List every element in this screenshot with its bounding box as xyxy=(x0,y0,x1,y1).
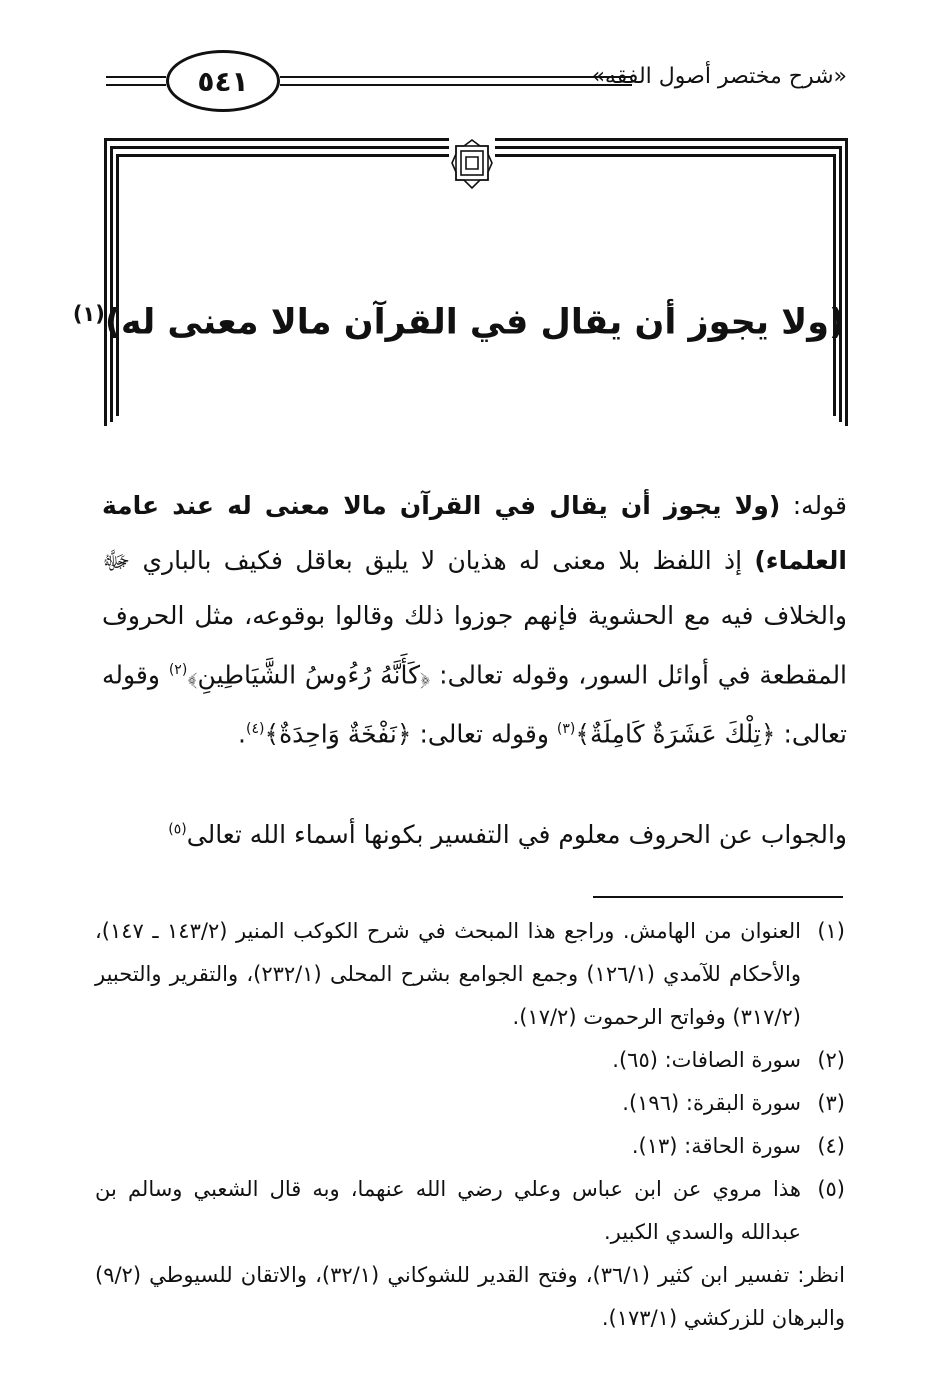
answer-paragraph: والجواب عن الحروف معلوم في التفسير بكونها أسماء الله تعالى$^{(٥)}$ xyxy=(168,820,847,849)
header-rule xyxy=(280,84,632,86)
header-rule xyxy=(280,76,632,78)
header-rule xyxy=(106,76,166,78)
footnote-ref: (٥) xyxy=(168,821,187,838)
footnote-continuation: انظر: تفسير ابن كثير (٣٦/١)، وفتح القدير للشوكاني (٣٢/١)، والاتقان للسيوطي (٩/٢) والبرهان للزركشي (١٧٣/١). xyxy=(95,1263,845,1330)
body-paragraph: قوله: (ولا يجوز أن يقال في القرآن مالا معنى له عند عامة العلماء) إذ اللفظ بلا معنى له هذيان لا يليق بعاقل فكيف بالباري ﷻ والخلاف فيه مع الحشوية فإنهم جوزوا ذلك وقالوا بوقوعه، مثل الحروف المقطعة في أوائل السور، وقوله تعالى: ﴿كَأَنَّهُ رُءُوسُ الشَّيَاطِينِ﴾$^{(٢)}$ وقوله تعالى: ﴿تِلْكَ عَشَرَةٌ كَامِلَةٌ﴾$^{(٣)}$ وقوله تعالى: ﴿نَفْخَةٌ وَاحِدَةٌ﴾$^{(٤)}$. xyxy=(102,491,848,749)
footnote-ref: (٣) xyxy=(556,721,576,738)
footnote-ref: (٤) xyxy=(245,721,265,738)
footnotes xyxy=(95,910,845,1340)
chapter-title: (ولا يجوز أن يقال في القرآن مالا معنى له)$^{(١)}$ xyxy=(72,302,845,343)
running-title: «شرح مختصر أصول الفقه» xyxy=(591,64,847,89)
footnote-item: (٣) سورة البقرة: (١٩٦). xyxy=(622,1091,845,1115)
footnote-item: (٤) سورة الحاقة: (١٣). xyxy=(631,1134,845,1158)
quran-verse: ﴿تِلْكَ عَشَرَةٌ كَامِلَةٌ﴾ xyxy=(575,719,776,749)
header-rule xyxy=(106,84,166,86)
page-number: ٥٤١ xyxy=(166,50,280,112)
quoted-text: (ولا يجوز أن يقال في القرآن مالا معنى له عند عامة العلماء) xyxy=(102,491,847,575)
footnote-item: (٥) هذا مروي عن ابن عباس وعلي رضي الله عنهما، وبه قال الشعبي وسالم بن عبدالله والسدي الكبير. xyxy=(95,1177,845,1244)
footnote-ref: (١) xyxy=(72,302,105,326)
footnote-item: (٢) سورة الصافات: (٦٥). xyxy=(612,1048,845,1072)
octagram-ornament-icon xyxy=(450,138,494,190)
footnote-separator xyxy=(593,896,843,898)
quran-verse: ﴿نَفْخَةٌ وَاحِدَةٌ﴾ xyxy=(264,719,412,749)
footnote-ref: (٢) xyxy=(168,662,188,678)
quran-verse: ﴿كَأَنَّهُ رُءُوسُ الشَّيَاطِينِ﴾ xyxy=(187,660,431,690)
footnote-item: (١) العنوان من الهامش. وراجع هذا المبحث في شرح الكوكب المنير (١٤٣/٢ ـ ١٤٧)، والأحكام للآمدي (١٢٦/١) وجمع الجوامع بشرح المحلى (٢٣٢/١)، والتقرير والتحبير (٣١٧/٢) وفواتح الرحموت (١٧/٢). xyxy=(95,919,845,1029)
